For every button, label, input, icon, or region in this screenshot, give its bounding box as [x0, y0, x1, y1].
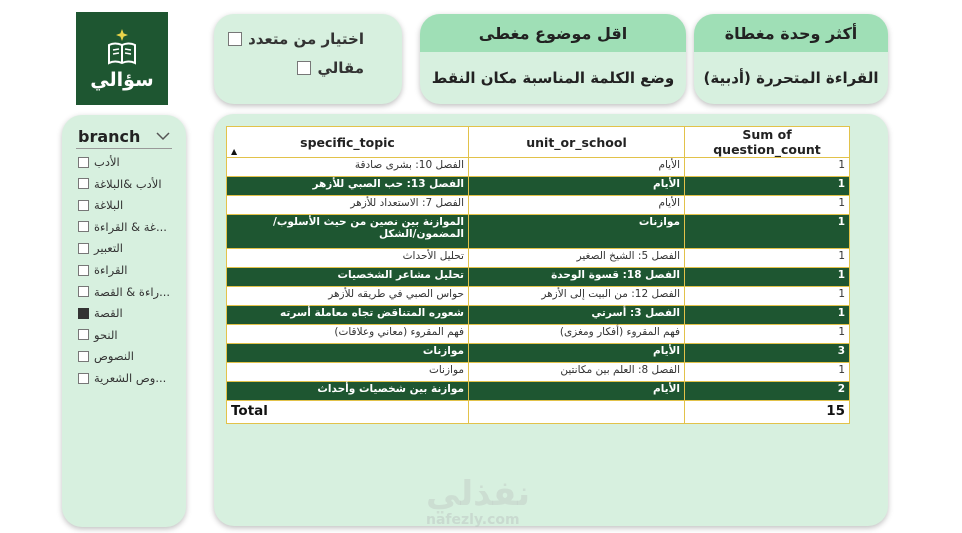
slicer-item-label: الأدب &البلاغة — [94, 176, 162, 191]
table-row[interactable] — [227, 158, 850, 177]
cell-count: 1 — [685, 158, 850, 177]
slicer-item-label: النصوص — [94, 349, 134, 364]
cell-topic: الفصل 13: حب الصبي للأزهر — [227, 177, 469, 196]
cell-count: 1 — [685, 215, 850, 249]
cell-unit: فهم المقروء (أفكار ومغزى) — [469, 325, 685, 344]
table-row[interactable] — [227, 344, 850, 363]
watermark-url: nafezly.com — [426, 512, 520, 528]
slicer-item-checkbox[interactable] — [78, 221, 89, 232]
slicer-item-checkbox[interactable] — [78, 373, 89, 384]
cell-count: 1 — [685, 196, 850, 215]
least-topic-card — [420, 14, 686, 104]
table-row[interactable] — [227, 382, 850, 401]
cell-unit: موازنات — [469, 215, 685, 249]
choice-multiple-label: اختيار من متعدد — [248, 30, 364, 48]
table-row[interactable] — [227, 287, 850, 306]
question-type-slicer — [214, 14, 402, 104]
total-row — [227, 401, 850, 424]
slicer-item[interactable] — [78, 218, 182, 236]
slicer-item-checkbox[interactable] — [78, 351, 89, 362]
slicer-item-label: ...وص الشعرية — [94, 371, 167, 385]
slicer-item-label: النحو — [94, 327, 118, 342]
table-row[interactable] — [227, 177, 850, 196]
cell-count: 1 — [685, 287, 850, 306]
table-row[interactable] — [227, 196, 850, 215]
cell-count: 1 — [685, 306, 850, 325]
cell-count: 3 — [685, 344, 850, 363]
header-specific-topic[interactable]: specific_topic ▲ — [227, 127, 469, 158]
cell-topic: شعوره المتناقض تجاه معاملة أسرته — [227, 306, 469, 325]
total-value: 15 — [685, 401, 850, 424]
choice-essay-label: مقالي — [317, 59, 364, 77]
table-row[interactable] — [227, 325, 850, 344]
cell-unit: الفصل 18: قسوة الوحدة — [469, 268, 685, 287]
cell-count: 1 — [685, 363, 850, 382]
total-label: Total — [227, 401, 469, 424]
slicer-item-checkbox[interactable] — [78, 265, 89, 276]
slicer-item[interactable] — [78, 326, 182, 344]
slicer-item-checkbox[interactable] — [78, 286, 89, 297]
table-body — [227, 158, 850, 401]
slicer-item-checkbox[interactable] — [78, 243, 89, 254]
cell-unit: الفصل 3: أسرتي — [469, 306, 685, 325]
slicer-item-checkbox[interactable] — [78, 200, 89, 211]
most-unit-title: أكثر وحدة مغطاة — [694, 14, 888, 52]
choice-multiple-checkbox[interactable] — [228, 32, 242, 46]
cell-unit: الفصل 5: الشيخ الصغير — [469, 249, 685, 268]
slicer-item-checkbox[interactable] — [78, 157, 89, 168]
choice-essay-checkbox[interactable] — [297, 61, 311, 75]
chevron-down-icon[interactable] — [156, 131, 170, 141]
watermark-logo: نفذلي — [426, 474, 531, 514]
table-row[interactable] — [227, 268, 850, 287]
slicer-item[interactable] — [78, 369, 182, 387]
slicer-item-label: ...راءة & القصة — [94, 284, 171, 299]
cell-topic: الفصل 7: الاستعداد للأزهر — [227, 196, 469, 215]
cell-topic: موازنات — [227, 344, 469, 363]
cell-topic: تحليل الأحداث — [227, 249, 469, 268]
logo-text: سؤالي — [90, 68, 154, 91]
sort-ascending-icon[interactable]: ▲ — [231, 147, 238, 156]
cell-unit: الفصل 8: العلم بين مكانتين — [469, 363, 685, 382]
slicer-item-checkbox[interactable] — [78, 308, 89, 319]
slicer-item[interactable] — [78, 283, 182, 301]
slicer-item[interactable] — [78, 239, 182, 257]
cell-topic: الفصل 10: بشرى صادقة — [227, 158, 469, 177]
cell-topic: حواس الصبي في طريقه للأزهر — [227, 287, 469, 306]
slicer-item[interactable] — [78, 347, 182, 365]
total-empty — [469, 401, 685, 424]
cell-topic: تحليل مشاعر الشخصيات — [227, 268, 469, 287]
slicer-divider — [76, 148, 172, 149]
cell-count: 1 — [685, 249, 850, 268]
slicer-title: branch — [78, 127, 141, 146]
most-unit-card — [694, 14, 888, 104]
cell-topic: موازنة بين شخصيات وأحداث — [227, 382, 469, 401]
cell-count: 1 — [685, 177, 850, 196]
slicer-item-label: البلاغة — [94, 198, 124, 213]
slicer-item-label: التعبير — [94, 241, 124, 256]
slicer-item[interactable] — [78, 175, 182, 193]
table-row[interactable] — [227, 363, 850, 382]
book-sparkle-icon — [105, 27, 139, 67]
cell-count: 1 — [685, 268, 850, 287]
cell-unit: الأيام — [469, 196, 685, 215]
least-topic-title: اقل موضوع مغطى — [420, 14, 686, 52]
topics-table-card — [214, 114, 888, 526]
slicer-item[interactable] — [78, 153, 182, 171]
topics-table — [226, 126, 850, 424]
slicer-item-checkbox[interactable] — [78, 178, 89, 189]
table-row[interactable] — [227, 215, 850, 249]
branch-slicer — [62, 115, 186, 527]
slicer-item[interactable] — [78, 261, 182, 279]
slicer-item[interactable] — [78, 304, 182, 322]
app-logo — [76, 12, 168, 105]
table-row[interactable] — [227, 249, 850, 268]
cell-unit: الأيام — [469, 382, 685, 401]
slicer-item-label: القصة — [94, 306, 123, 321]
header-unit-or-school[interactable]: unit_or_school — [469, 127, 685, 158]
cell-topic: الموازنة بين نصين من حيث الأسلوب/المضمون/الشكل — [227, 215, 469, 249]
slicer-item-checkbox[interactable] — [78, 329, 89, 340]
cell-unit: الأيام — [469, 158, 685, 177]
cell-topic: موازنات — [227, 363, 469, 382]
header-question-count[interactable]: Sum of question_count — [685, 127, 850, 158]
cell-unit: الأيام — [469, 344, 685, 363]
cell-count: 2 — [685, 382, 850, 401]
cell-topic: فهم المقروء (معاني وعلاقات) — [227, 325, 469, 344]
choice-multiple[interactable] — [228, 30, 364, 48]
slicer-item[interactable] — [78, 196, 182, 214]
cell-unit: الأيام — [469, 177, 685, 196]
cell-count: 1 — [685, 325, 850, 344]
choice-essay[interactable] — [297, 59, 364, 77]
cell-unit: الفصل 12: من البيت إلى الأزهر — [469, 287, 685, 306]
table-row[interactable] — [227, 306, 850, 325]
most-unit-value: القراءة المتحررة (أدبية) — [703, 69, 879, 87]
slicer-item-label: الأدب — [94, 155, 120, 169]
slicer-item-label: القراءة — [94, 263, 128, 277]
slicer-item-label: ...غة & القراءة — [94, 219, 167, 234]
least-topic-value: وضع الكلمة المناسبة مكان النقط — [431, 69, 675, 87]
